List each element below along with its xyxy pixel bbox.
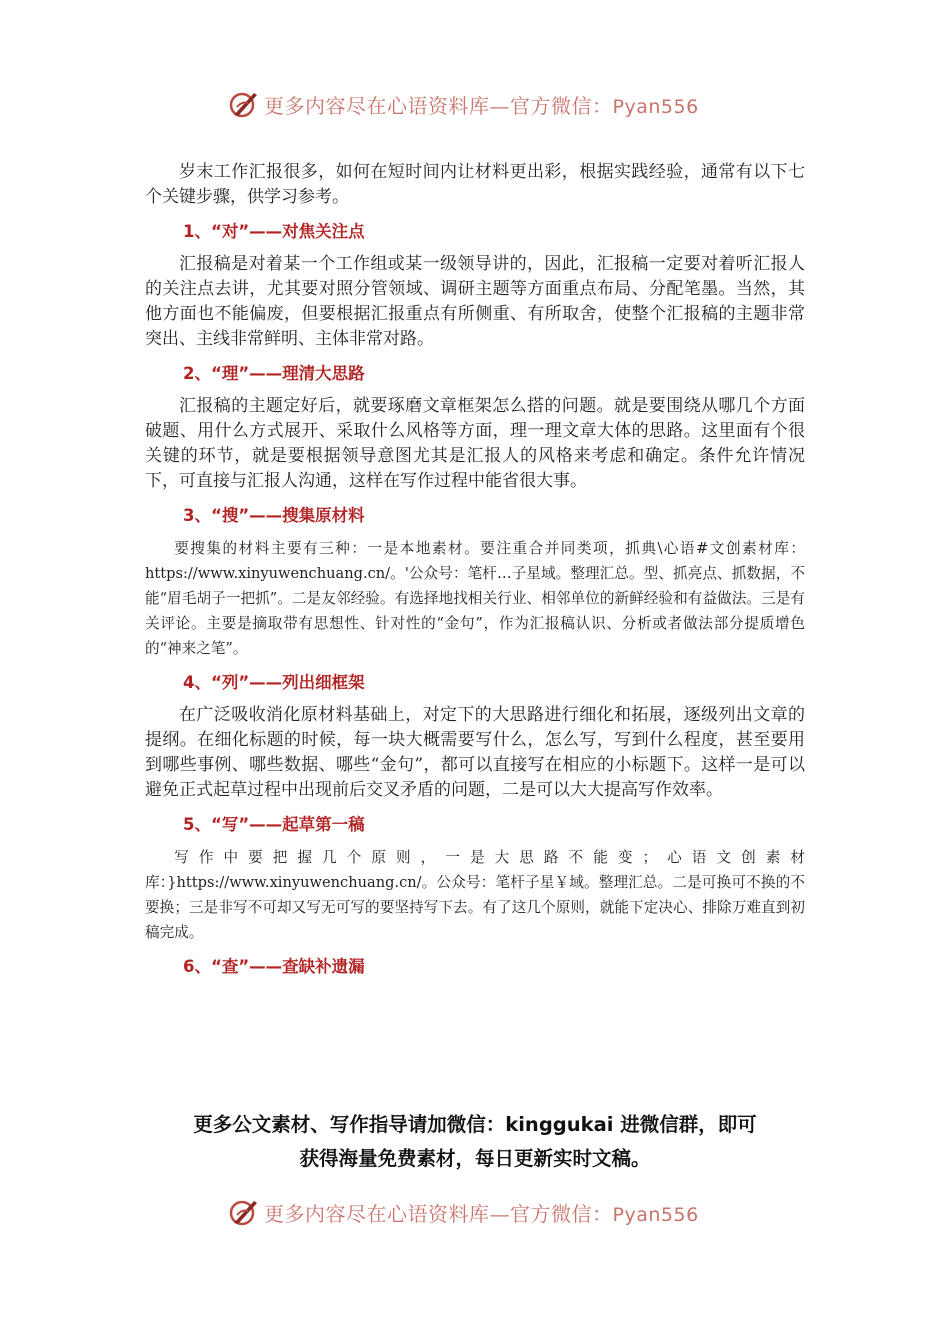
section-heading-5: 5、“写”——起草第一稿 bbox=[183, 815, 365, 834]
section-heading-3: 3、“搜”——搜集原材料 bbox=[183, 506, 365, 525]
banner-wechat-id: Pyan556 bbox=[612, 1203, 699, 1226]
section-heading-6: 6、“查”——查缺补遗漏 bbox=[183, 957, 365, 976]
pen-logo-icon bbox=[228, 1197, 260, 1227]
section-body-1: 汇报稿是对着某一个工作组或某一级领导讲的，因此，汇报稿一定要对着听汇报人的关注点去讲，尤其要对照分管领域、调研主题等方面重点布局、分配笔墨。当然，其他方面也不能偏废，但要根据汇报重点有所侧重、有所取舍，使整个汇报稿的主题非常突出、主线非常鲜明、主体非常对路。 bbox=[145, 254, 805, 349]
section-body-2: 汇报稿的主题定好后，就要琢磨文章框架怎么搭的问题。就是要围绕从哪几个方面破题、用什么方式展开、采取什么风格等方面，理一理文章大体的思路。这里面有个很关键的环节，就是要根据领导意图尤其是汇报人的风格来考虑和确定。条件允许情况下，可直接与汇报人沟通，这样在写作过程中能省很大事。 bbox=[145, 396, 805, 491]
footer-line-2: 获得海量免费素材，每日更新实时文稿。 bbox=[299, 1147, 651, 1170]
footer-line-1: 更多公文素材、写作指导请加微信：kinggukai 进微信群，即可 bbox=[193, 1113, 757, 1136]
footer-message bbox=[0, 1108, 950, 1176]
article-content bbox=[145, 160, 805, 987]
section-body-5: 写作中要把握几个原则，一是大思路不能变；心语文创素材库：}https://www.xinyuwenchuang.cn/。公众号：笔杆子星￥域。整理汇总。二是可换可不换的不要换；三是非写不可却又写无可写的要坚持写下去。有了这几个原则，就能下定决心、排除万难直到初稿完成。 bbox=[145, 849, 805, 941]
section-body-4: 在广泛吸收消化原材料基础上，对定下的大思路进行细化和拓展，逐级列出文章的提纲。在细化标题的时候，每一块大概需要写什么，怎么写，写到什么程度，甚至要用到哪些事例、哪些数据、哪些“金句”，都可以直接写在相应的小标题下。这样一是可以避免正式起草过程中出现前后交叉矛盾的问题，二是可以大大提高写作效率。 bbox=[145, 705, 805, 800]
pen-logo-icon bbox=[228, 89, 260, 119]
section-heading-4: 4、“列”——列出细框架 bbox=[183, 673, 365, 692]
banner-wechat-id: Pyan556 bbox=[612, 95, 699, 118]
section-heading-1: 1、“对”——对焦关注点 bbox=[183, 222, 365, 241]
footer-banner bbox=[228, 1196, 728, 1228]
banner-text: 更多内容尽在心语资料库—官方微信：Pyan556 bbox=[264, 1201, 699, 1226]
section-body-3: 要搜集的材料主要有三种：一是本地素材。要注重合并同类项，抓典\心语#文创素材库：https://www.xinyuwenchuang.cn/。'公众号：笔杆…子星域。整理汇总。型、抓亮点、抓数据，不能“眉毛胡子一把抓”。二是友邻经验。有选择地找相关行业、相邻单位的新鲜经验和有益做法。三是有关评论。主要是摘取带有思想性、针对性的“金句”，作为汇报稿认识、分析或者做法部分提质增色的“神来之笔”。 bbox=[145, 540, 805, 657]
header-banner bbox=[228, 88, 728, 120]
banner-text: 更多内容尽在心语资料库—官方微信：Pyan556 bbox=[264, 93, 699, 118]
intro-paragraph: 岁末工作汇报很多，如何在短时间内让材料更出彩，根据实践经验，通常有以下七个关键步骤，供学习参考。 bbox=[145, 162, 805, 207]
section-heading-2: 2、“理”——理清大思路 bbox=[183, 364, 365, 383]
